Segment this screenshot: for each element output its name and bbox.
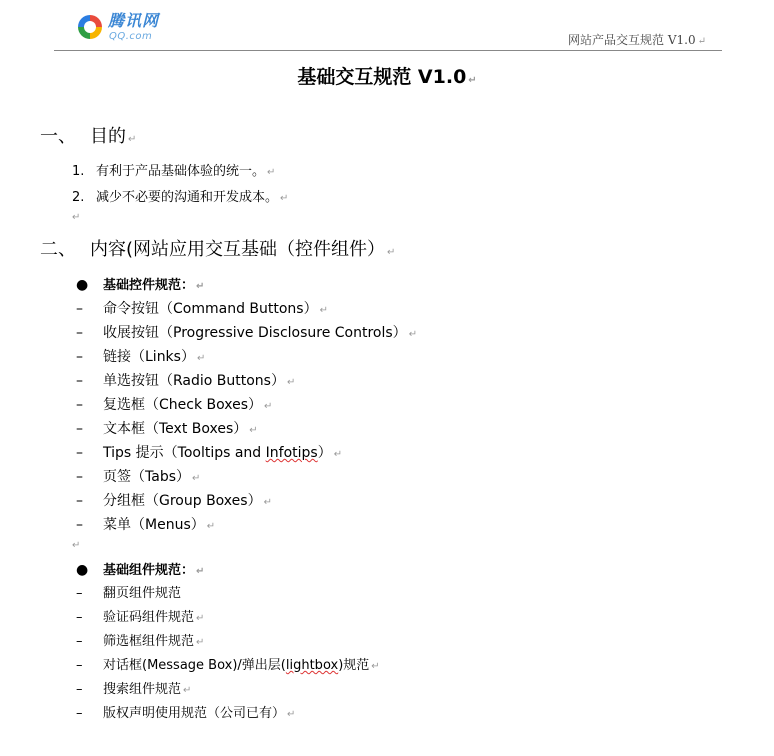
empty-paragraph-mark-icon: ↵ <box>72 540 81 551</box>
section-heading-purpose <box>40 125 136 152</box>
header-doc-label: 网站产品交互规范 V1.0 ↵ <box>568 33 706 47</box>
list-item: – 菜单（Menus） ↵ <box>76 517 216 533</box>
bullet-icon: ● <box>76 562 89 578</box>
qq-logo <box>78 12 198 44</box>
logo-english-text: QQ.com <box>109 31 153 42</box>
header-divider <box>54 50 722 51</box>
section-heading-content <box>40 238 395 265</box>
bullet-icon: ● <box>76 277 89 293</box>
list-item: – 翻页组件规范 <box>76 586 182 601</box>
list-item: – 对话框(Message Box)/弹出层(lightbox)规范 ↵ <box>76 658 380 673</box>
list-item: – 链接（Links） ↵ <box>76 349 206 365</box>
document-title: 基础交互规范 V1.0 ↵ <box>297 66 477 88</box>
spellcheck-word: lightbox <box>285 658 339 673</box>
paragraph-mark-icon: ↵ <box>128 134 137 145</box>
list-item: – 版权声明使用规范（公司已有） ↵ <box>76 706 296 721</box>
list-item: – 分组框（Group Boxes） ↵ <box>76 493 272 509</box>
group-heading-components: ● 基础组件规范： ↵ <box>76 562 205 578</box>
paragraph-mark-icon: ↵ <box>468 75 477 86</box>
list-item: – 文本框（Text Boxes） ↵ <box>76 421 258 437</box>
section-number: 二、 <box>40 239 76 260</box>
list-item: – 搜索组件规范 ↵ <box>76 682 192 697</box>
logo-chinese-text: 腾讯网 <box>108 11 160 30</box>
list-item: – 命令按钮（Command Buttons） ↵ <box>76 301 328 317</box>
paragraph-mark-icon: ↵ <box>196 566 205 577</box>
paragraph-mark-icon: ↵ <box>387 247 396 258</box>
list-item: – 收展按钮（Progressive Disclosure Controls） ↵ <box>76 325 418 341</box>
paragraph-mark-icon: ↵ <box>267 167 276 178</box>
list-item: 1. 有利于产品基础体验的统一。 ↵ <box>72 164 276 179</box>
section-number: 一、 <box>40 126 76 147</box>
section-title: 目的 <box>90 126 126 147</box>
list-item: – 单选按钮（Radio Buttons） ↵ <box>76 373 296 389</box>
list-item: – 复选框（Check Boxes） ↵ <box>76 397 273 413</box>
list-item: – 页签（Tabs） ↵ <box>76 469 201 485</box>
page-header <box>0 0 774 56</box>
list-item: – 验证码组件规范 ↵ <box>76 610 205 625</box>
paragraph-mark-icon: ↵ <box>280 193 289 204</box>
paragraph-mark-icon: ↵ <box>697 36 706 47</box>
spellcheck-word: Infotips <box>265 445 318 461</box>
group-heading-controls: ● 基础控件规范： ↵ <box>76 277 205 293</box>
list-item: – Tips 提示（Tooltips and Infotips） ↵ <box>76 445 343 461</box>
list-item: 2. 减少不必要的沟通和开发成本。 ↵ <box>72 190 289 205</box>
empty-paragraph-mark-icon: ↵ <box>72 212 81 223</box>
section-title: 内容(网站应用交互基础（控件组件） <box>90 239 386 260</box>
qq-logo-icon <box>78 15 102 39</box>
list-item: – 筛选框组件规范 ↵ <box>76 634 205 649</box>
paragraph-mark-icon: ↵ <box>196 281 205 292</box>
